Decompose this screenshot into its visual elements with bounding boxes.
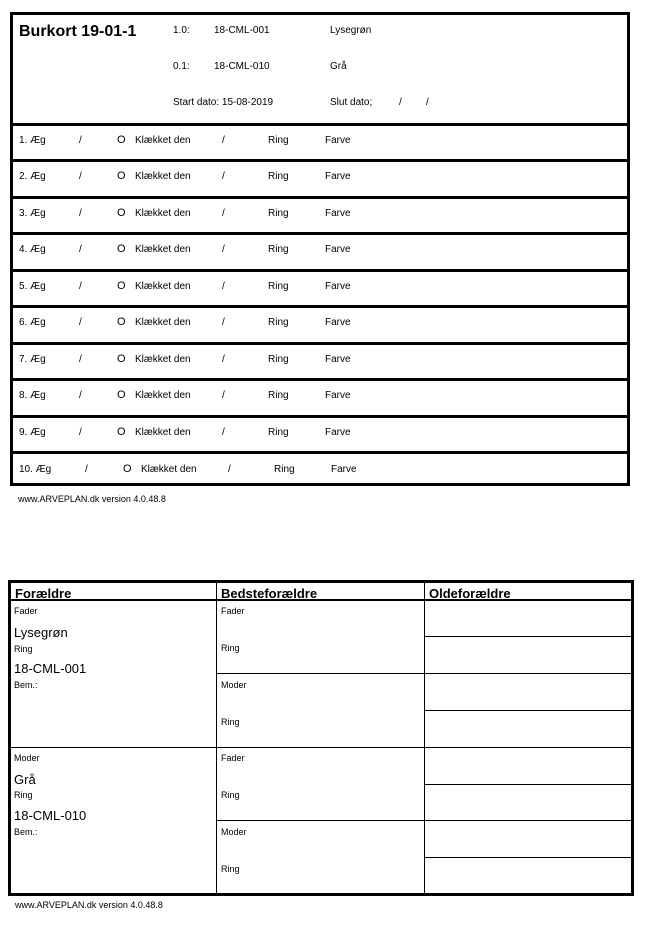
ring-label: Ring: [268, 354, 289, 365]
end-date-slash: /: [399, 97, 402, 108]
great-grandparents-header: Oldeforældre: [425, 583, 631, 601]
hatched-label: Klækket den: [135, 171, 191, 182]
hatched-slash: /: [222, 135, 225, 146]
grandfather-label: Fader: [221, 606, 245, 616]
laid-slash: /: [79, 427, 82, 438]
female-ring: 18-CML-010: [214, 61, 270, 72]
egg-row: [13, 415, 627, 448]
female-key: 0.1:: [173, 61, 190, 72]
laid-slash: /: [79, 244, 82, 255]
grandmother-label: Moder: [221, 680, 247, 690]
mother-label: Moder: [14, 753, 40, 763]
laid-slash: /: [85, 464, 88, 475]
egg-number: 7. Æg: [19, 354, 46, 365]
laid-slash: /: [79, 208, 82, 219]
divider: [425, 747, 631, 748]
hatched-label: Klækket den: [135, 208, 191, 219]
egg-number: 1. Æg: [19, 135, 46, 146]
ring-label: Ring: [268, 171, 289, 182]
egg-row: [13, 342, 627, 375]
grandmother-ring-label: Ring: [221, 717, 240, 727]
hatched-slash: /: [222, 317, 225, 328]
grandparents-column: [217, 583, 424, 893]
egg-row: [13, 159, 627, 192]
laid-slash: /: [79, 317, 82, 328]
egg-row: [13, 305, 627, 338]
mother-color: Grå: [14, 772, 36, 787]
grandmother-label: Moder: [221, 827, 247, 837]
hatched-label: Klækket den: [135, 135, 191, 146]
hatched-slash: /: [222, 244, 225, 255]
ring-label: Ring: [268, 244, 289, 255]
divider: [217, 673, 424, 674]
egg-number: 3. Æg: [19, 208, 46, 219]
great-grandparents-column: [425, 583, 631, 893]
parents-column: [11, 583, 216, 893]
color-label: Farve: [325, 390, 351, 401]
circle-icon: O: [117, 207, 126, 219]
egg-row: [13, 269, 627, 302]
ring-label: Ring: [268, 427, 289, 438]
father-note-label: Bem.:: [14, 680, 38, 690]
father-label: Fader: [14, 606, 38, 616]
father-color: Lysegrøn: [14, 625, 68, 640]
male-color: Lysegrøn: [330, 25, 372, 36]
ring-label: Ring: [268, 281, 289, 292]
card-title: Burkort 19-01-1: [19, 23, 137, 40]
circle-icon: O: [117, 243, 126, 255]
color-label: Farve: [325, 317, 351, 328]
grandfather-ring-label: Ring: [221, 790, 240, 800]
divider: [217, 820, 424, 821]
ring-label: Ring: [268, 208, 289, 219]
hatched-label: Klækket den: [135, 427, 191, 438]
ring-label: Ring: [268, 317, 289, 328]
laid-slash: /: [79, 171, 82, 182]
color-label: Farve: [325, 244, 351, 255]
hatched-slash: /: [222, 281, 225, 292]
father-ring: 18-CML-001: [14, 661, 87, 676]
laid-slash: /: [79, 354, 82, 365]
hatched-label: Klækket den: [135, 281, 191, 292]
grandfather-ring-label: Ring: [221, 643, 240, 653]
divider: [425, 636, 631, 637]
footer-version-bottom: www.ARVEPLAN.dk version 4.0.48.8: [15, 900, 163, 910]
divider: [217, 747, 424, 748]
color-label: Farve: [325, 354, 351, 365]
mother-note-label: Bem.:: [14, 827, 38, 837]
egg-row: [13, 451, 627, 486]
male-key: 1.0:: [173, 25, 190, 36]
color-label: Farve: [325, 208, 351, 219]
hatched-label: Klækket den: [135, 390, 191, 401]
color-label: Farve: [325, 427, 351, 438]
grandmother-ring-label: Ring: [221, 864, 240, 874]
egg-number: 6. Æg: [19, 317, 46, 328]
egg-row: [13, 232, 627, 265]
hatched-slash: /: [228, 464, 231, 475]
circle-icon: O: [117, 170, 126, 182]
male-ring: 18-CML-001: [214, 25, 270, 36]
parents-header: Forældre: [11, 583, 216, 601]
divider: [425, 673, 631, 674]
hatched-slash: /: [222, 390, 225, 401]
circle-icon: O: [117, 134, 126, 146]
father-ring-label: Ring: [14, 644, 33, 654]
egg-row: [13, 378, 627, 411]
ring-label: Ring: [274, 464, 295, 475]
end-date-slash: /: [426, 97, 429, 108]
egg-number: 9. Æg: [19, 427, 46, 438]
mother-ring: 18-CML-010: [14, 808, 87, 823]
egg-number: 5. Æg: [19, 281, 46, 292]
color-label: Farve: [331, 464, 357, 475]
breeding-card: [10, 12, 630, 486]
hatched-label: Klækket den: [141, 464, 197, 475]
laid-slash: /: [79, 281, 82, 292]
female-color: Grå: [330, 61, 347, 72]
end-date-label: Slut dato;: [330, 97, 373, 108]
hatched-slash: /: [222, 427, 225, 438]
circle-icon: O: [117, 280, 126, 292]
divider: [11, 747, 216, 748]
hatched-label: Klækket den: [135, 317, 191, 328]
divider: [425, 784, 631, 785]
laid-slash: /: [79, 390, 82, 401]
grandfather-label: Fader: [221, 753, 245, 763]
divider: [425, 710, 631, 711]
egg-number: 4. Æg: [19, 244, 46, 255]
circle-icon: O: [123, 463, 132, 475]
grandparents-header: Bedsteforældre: [217, 583, 424, 601]
ring-label: Ring: [268, 390, 289, 401]
color-label: Farve: [325, 171, 351, 182]
circle-icon: O: [117, 353, 126, 365]
card-header: [13, 15, 627, 126]
egg-number: 10. Æg: [19, 464, 52, 475]
hatched-slash: /: [222, 354, 225, 365]
laid-slash: /: [79, 135, 82, 146]
divider: [425, 857, 631, 858]
hatched-slash: /: [222, 171, 225, 182]
egg-number: 8. Æg: [19, 390, 46, 401]
divider: [425, 820, 631, 821]
ring-label: Ring: [268, 135, 289, 146]
start-date: Start dato: 15-08-2019: [173, 97, 274, 108]
mother-ring-label: Ring: [14, 790, 33, 800]
color-label: Farve: [325, 281, 351, 292]
hatched-label: Klækket den: [135, 354, 191, 365]
egg-row: [13, 123, 627, 156]
pedigree-table: [8, 580, 634, 896]
egg-number: 2. Æg: [19, 171, 46, 182]
circle-icon: O: [117, 316, 126, 328]
color-label: Farve: [325, 135, 351, 146]
circle-icon: O: [117, 389, 126, 401]
circle-icon: O: [117, 426, 126, 438]
hatched-slash: /: [222, 208, 225, 219]
footer-version-top: www.ARVEPLAN.dk version 4.0.48.8: [18, 494, 166, 504]
egg-row: [13, 196, 627, 229]
hatched-label: Klækket den: [135, 244, 191, 255]
